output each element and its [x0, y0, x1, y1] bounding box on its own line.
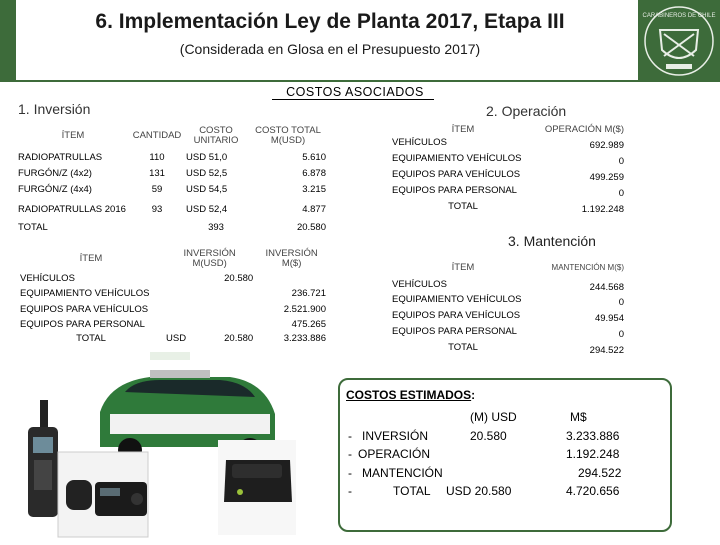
table-row	[16, 150, 328, 166]
cell-value: 692.989	[589, 139, 624, 151]
carabineros-logo	[638, 0, 720, 82]
cell-total: 4.877	[302, 203, 326, 215]
inversion-section-label: 1. Inversión	[18, 101, 91, 117]
col-header-usd: INVERSIÓN M(USD)	[183, 247, 236, 269]
total-cantidad: 393	[208, 221, 224, 233]
cell-item: VEHÍCULOS	[20, 272, 75, 284]
costos-asociados-title: COSTOS ASOCIADOS	[286, 85, 424, 99]
estimados-clp-total: 4.720.656	[566, 484, 620, 498]
total-usd-prefix: USD	[166, 332, 187, 344]
cell-value: 0	[618, 155, 624, 167]
table-row	[16, 166, 328, 182]
vehicle-radio-icon	[58, 452, 148, 537]
operacion-section-label: 2. Operación	[486, 103, 567, 119]
cell-item: VEHÍCULOS	[392, 279, 447, 291]
equipment-illustration	[0, 352, 330, 540]
operacion-table	[390, 124, 626, 215]
cell-cantidad: 93	[151, 203, 163, 215]
cell-clp	[255, 272, 328, 286]
estimados-dash: -	[348, 484, 352, 498]
total-usd: 20.580	[224, 332, 254, 344]
cell-cantidad: 59	[151, 183, 163, 195]
estimados-label-inversion: INVERSIÓN	[362, 429, 429, 443]
header-divider	[16, 80, 638, 82]
total-label: TOTAL	[18, 221, 48, 233]
table-row	[390, 324, 626, 340]
table-header-row	[18, 246, 328, 272]
estimados-label-total: TOTAL	[393, 484, 431, 498]
cell-item: FURGÓN/Z (4x4)	[18, 183, 92, 195]
total-label: TOTAL	[448, 341, 478, 353]
table-total-row	[18, 332, 328, 346]
table-row	[390, 293, 626, 308]
inversion-summary-table	[18, 246, 328, 346]
col-header-item: ÍTEM	[79, 252, 103, 264]
total-value: 294.522	[589, 344, 624, 356]
cell-item: EQUIPOS PARA VEHÍCULOS	[392, 309, 521, 321]
col-header-total: COSTO TOTAL M(USD)	[255, 124, 321, 146]
cell-unitario: USD 52,5	[186, 167, 228, 179]
equipment-photos	[0, 352, 330, 540]
handheld-radio-icon	[28, 400, 58, 517]
mantencion-section-label: 3. Mantención	[508, 233, 596, 249]
total-clp: 3.233.886	[283, 332, 326, 344]
cell-item: FURGÓN/Z (4x2)	[18, 167, 92, 179]
cell-cantidad: 110	[149, 151, 165, 163]
table-row	[390, 308, 626, 324]
cell-item: EQUIPOS PARA VEHÍCULOS	[20, 303, 149, 315]
cell-item: EQUIPAMIENTO VEHÍCULOS	[392, 294, 522, 306]
cell-unitario: USD 54,5	[186, 183, 228, 195]
cell-value: 499.259	[589, 171, 624, 183]
estimados-col-clp: M$	[570, 410, 587, 424]
table-row	[390, 167, 626, 183]
shield-icon	[638, 0, 720, 82]
table-row	[18, 302, 328, 318]
estimados-title-wrap	[346, 388, 475, 402]
cell-item: EQUIPAMIENTO VEHÍCULOS	[20, 287, 150, 299]
page-title: 6. Implementación Ley de Planta 2017, Etapa III	[95, 10, 565, 33]
cell-value: 244.568	[589, 281, 624, 293]
col-header-item: ÍTEM	[61, 129, 85, 141]
estimados-title: COSTOS ESTIMADOS	[346, 388, 472, 402]
cell-value: 0	[618, 328, 624, 340]
page-subtitle: (Considerada en Glosa en el Presupuesto 2017)	[179, 41, 481, 57]
table-header-row	[16, 122, 328, 150]
table-row	[390, 278, 626, 293]
estimados-clp-inversion: 3.233.886	[566, 429, 620, 443]
cell-unitario: USD 51,0	[186, 151, 228, 163]
estimados-title-colon: :	[471, 388, 476, 402]
total-value: 1.192.248	[581, 203, 624, 215]
col-header-value: MANTENCIÓN M($)	[551, 262, 624, 272]
estimados-col-usd: (M) USD	[470, 410, 517, 424]
inversion-table	[16, 122, 328, 234]
cell-item: RADIOPATRULLAS	[18, 151, 103, 163]
col-header-item: ÍTEM	[451, 261, 475, 273]
col-header-value: OPERACIÓN M($)	[544, 123, 624, 135]
cell-clp: 475.265	[291, 318, 326, 330]
cell-item: VEHÍCULOS	[392, 137, 447, 149]
table-total-row	[390, 199, 626, 215]
cell-total: 3.215	[302, 183, 326, 195]
radio-charger-icon	[218, 440, 296, 535]
table-total-row	[16, 222, 328, 234]
cell-clp: 236.721	[291, 287, 326, 299]
estimados-clp-operacion: 1.192.248	[566, 447, 620, 461]
table-row	[16, 198, 328, 222]
cell-value: 0	[618, 296, 624, 308]
mantencion-table	[390, 258, 626, 356]
costos-title-underline	[272, 99, 434, 100]
estimados-dash: -	[348, 447, 352, 461]
estimados-clp-mantencion: 294.522	[578, 466, 622, 480]
table-header-row	[390, 124, 626, 136]
cell-total: 6.878	[302, 167, 326, 179]
table-header-row	[390, 258, 626, 278]
table-row	[18, 318, 328, 332]
cell-item: EQUIPOS PARA PERSONAL	[20, 318, 145, 330]
cell-usd: 20.580	[224, 272, 254, 284]
estimados-dash: -	[348, 466, 352, 480]
table-row	[390, 136, 626, 151]
table-row	[16, 182, 328, 198]
estimados-label-operacion: OPERACIÓN	[358, 447, 431, 461]
cell-item: EQUIPAMIENTO VEHÍCULOS	[392, 152, 522, 164]
cell-value: 49.954	[594, 312, 624, 324]
col-header-item: ÍTEM	[451, 123, 475, 135]
total-label: TOTAL	[448, 200, 478, 212]
estimados-usd-inversion: 20.580	[470, 429, 507, 443]
cell-item: EQUIPOS PARA PERSONAL	[392, 184, 517, 196]
cell-value: 0	[618, 187, 624, 199]
table-row	[390, 151, 626, 167]
total-label: TOTAL	[76, 332, 106, 344]
table-row	[390, 183, 626, 199]
total-value: 20.580	[296, 221, 326, 233]
col-header-cantidad: CANTIDAD	[132, 129, 182, 141]
table-row	[18, 272, 328, 286]
cell-item: EQUIPOS PARA VEHÍCULOS	[392, 168, 521, 180]
cell-clp: 2.521.900	[283, 303, 326, 315]
cell-total: 5.610	[302, 151, 326, 163]
cell-unitario: USD 52,4	[186, 203, 228, 215]
svg-text:CARABINEROS DE CHILE: CARABINEROS DE CHILE	[642, 13, 716, 19]
estimados-dash: -	[348, 429, 352, 443]
header-left-accent	[0, 0, 16, 82]
estimados-usd-total: USD 20.580	[446, 484, 512, 498]
estimados-label-mantencion: MANTENCIÓN	[362, 466, 443, 480]
cell-item: RADIOPATRULLAS 2016	[18, 203, 126, 215]
col-header-unitario: COSTO UNITARIO	[193, 124, 239, 146]
table-total-row	[390, 340, 626, 356]
table-row	[18, 286, 328, 302]
col-header-clp: INVERSIÓN M($)	[265, 247, 318, 269]
cell-item: EQUIPOS PARA PERSONAL	[392, 325, 517, 337]
cell-cantidad: 131	[149, 167, 165, 179]
